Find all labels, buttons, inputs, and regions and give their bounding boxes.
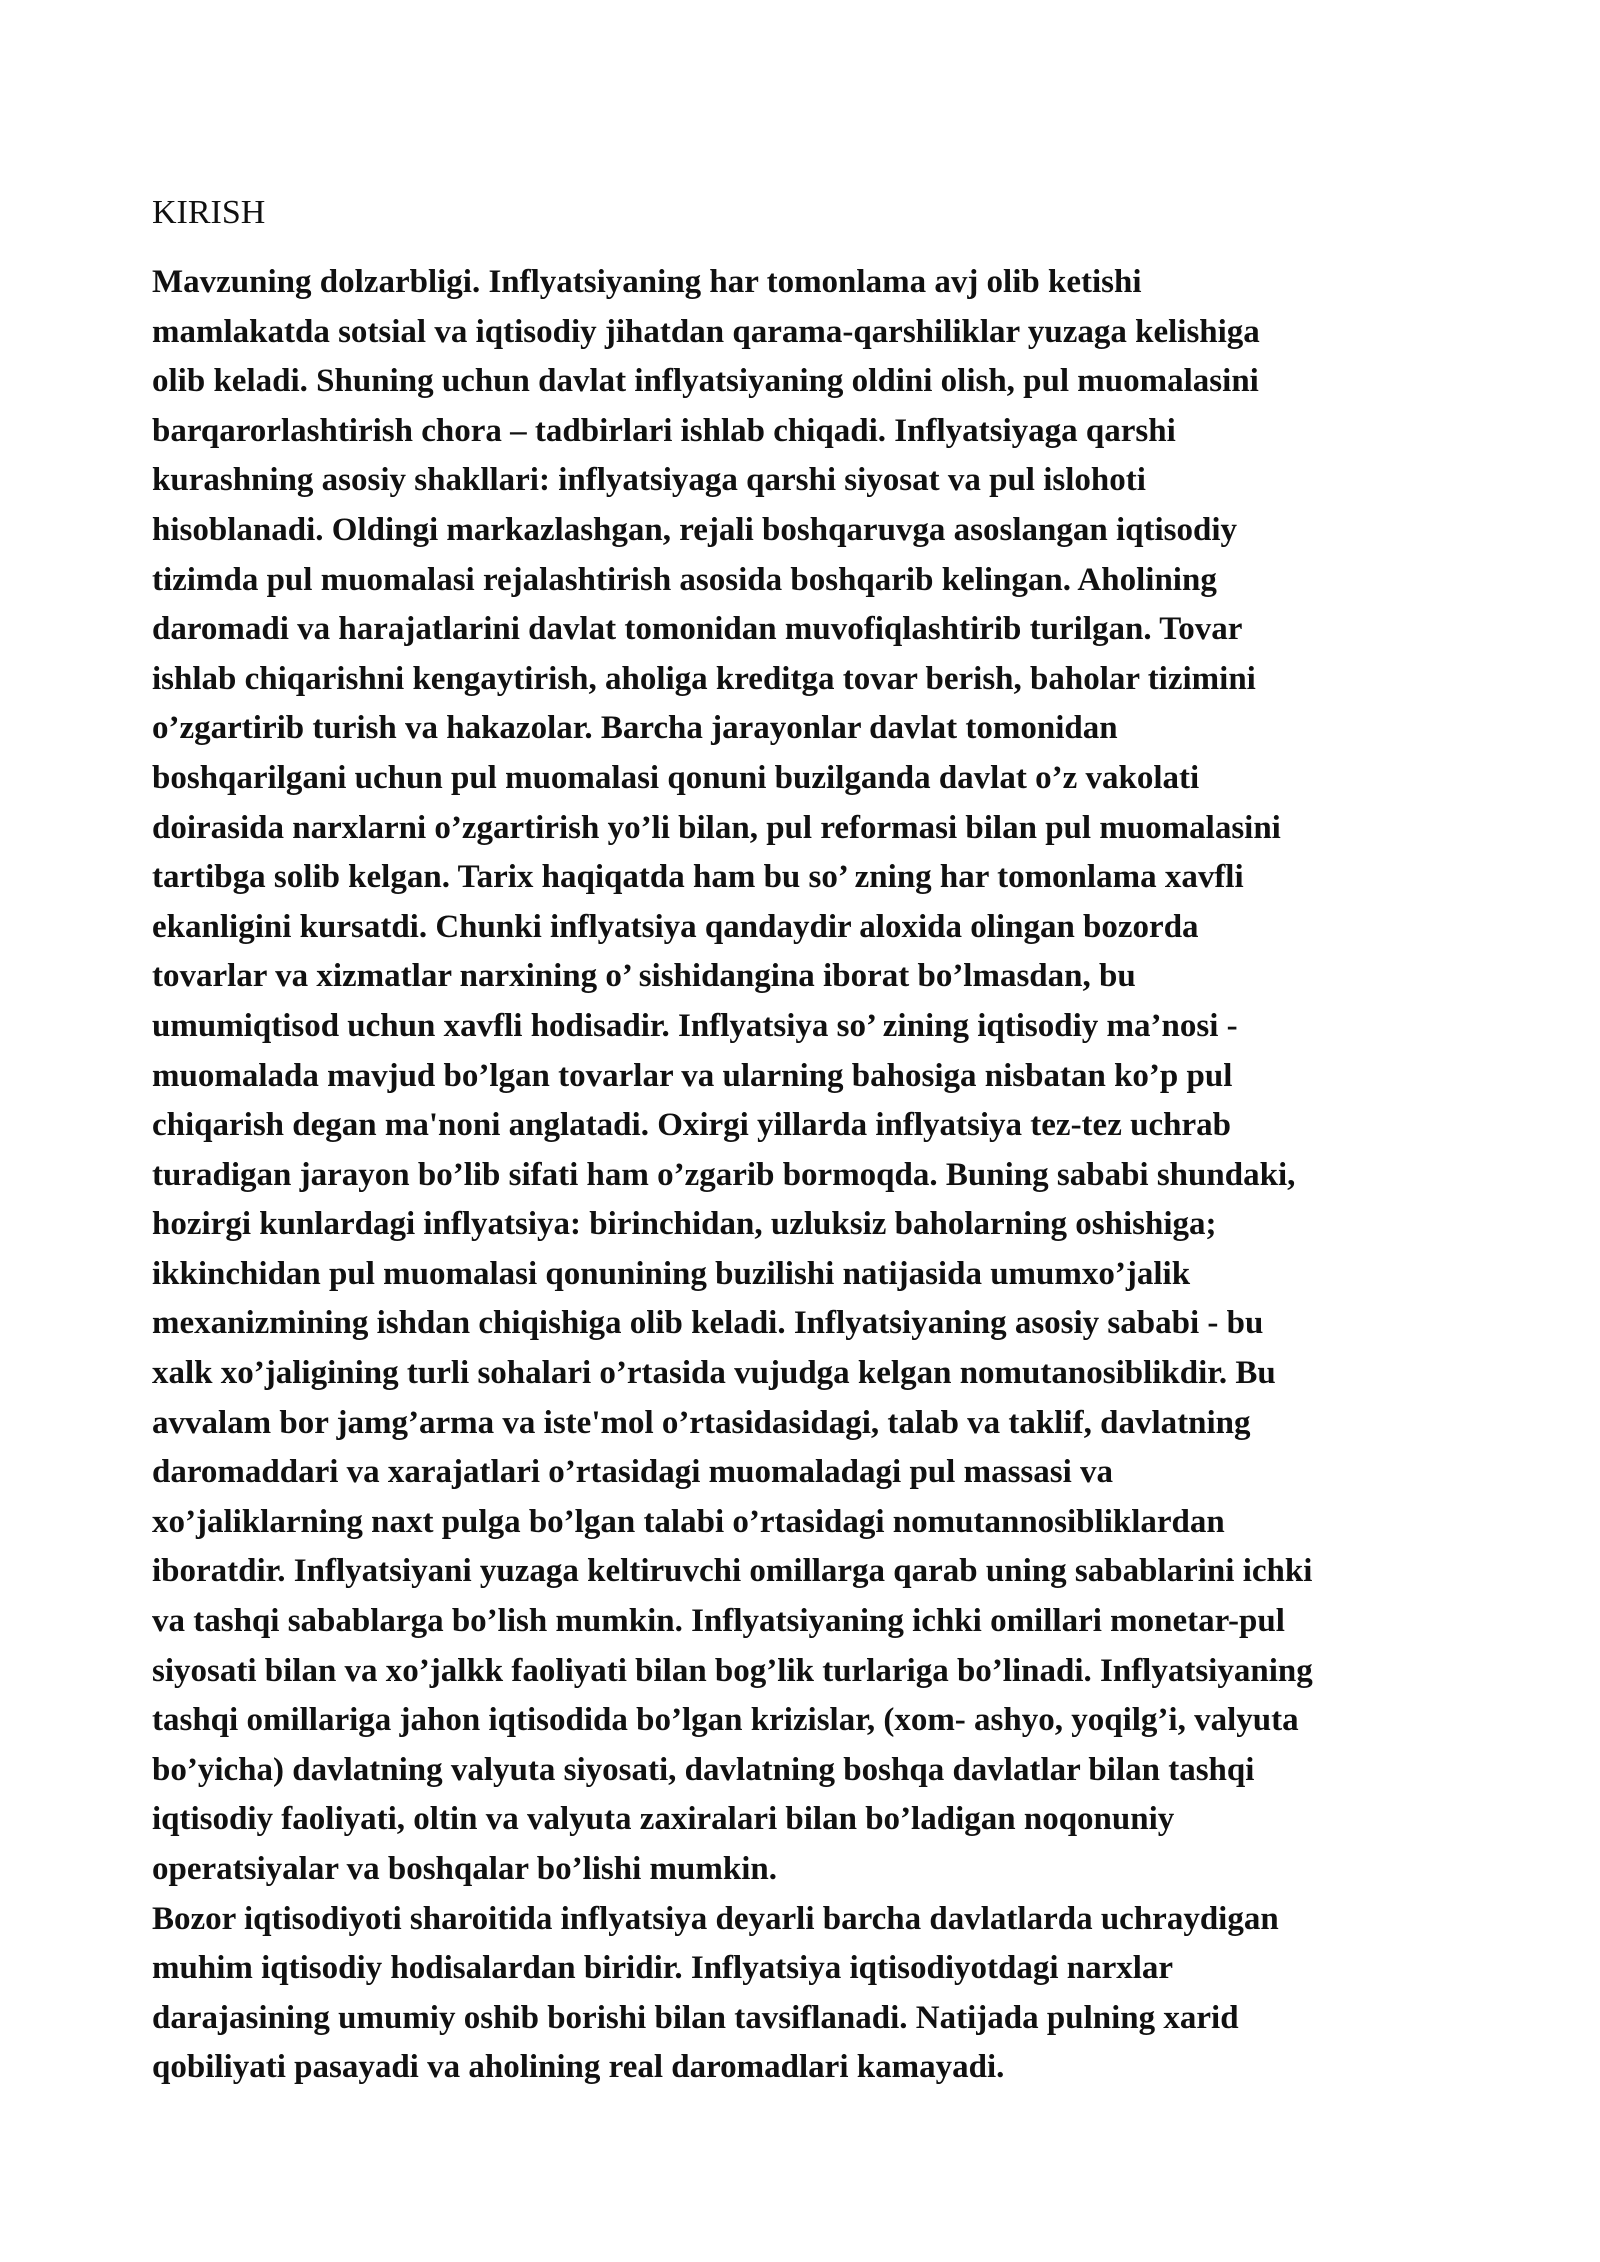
text-line: operatsiyalar va boshqalar bo’lishi mumkin. [152,1851,777,1887]
text-line: qobiliyati pasayadi va aholining real daromadlari kamayadi. [152,2049,1005,2086]
text-line: tizimda pul muomalasi rejalashtirish asosida boshqarib kelingan. Aholining [152,561,1217,598]
text-line: iboratdir. Inflyatsiyani yuzaga keltiruvchi omillarga qarab uning sabablarini ichki [152,1553,1313,1590]
text-line: chiqarish degan ma'noni anglatadi. Oxirgi yillarda inflyatsiya tez-tez uchrab [152,1107,1231,1144]
text-line: turadigan jarayon bo’lib sifati ham o’zgarib bormoqda. Buning sababi shundaki, [152,1156,1296,1193]
text-line: ishlab chiqarishni kengaytirish, aholiga kreditga tovar berish, baholar tizimini [152,660,1256,697]
text-line: doirasida narxlarni o’zgartirish yo’li bilan, pul reformasi bilan pul muomalasini [152,809,1281,846]
text-line: daromadi va harajatlarini davlat tomonidan muvofiqlashtirib turilgan. Tovar [152,611,1243,648]
document-body [152,188,1482,2093]
text-line: avvalam bor jamg’arma va iste'mol o’rtasidasidagi, talab va taklif, davlatning [152,1404,1251,1441]
text-line: darajasining umumiy oshib borishi bilan tavsiflanadi. Natijada pulning xarid [152,1999,1239,2036]
text-line: boshqarilgani uchun pul muomalasi qonuni buzilganda davlat o’z vakolati [152,759,1200,796]
text-line: va tashqi sabablarga bo’lish mumkin. Inflyatsiyaning ichki omillari monetar-pul [152,1603,1285,1640]
text-line: hozirgi kunlardagi inflyatsiya: birinchidan, uzluksiz baholarning oshishiga; [152,1206,1217,1243]
text-line: daromaddari va xarajatlari o’rtasidagi muomaladagi pul massasi va [152,1454,1114,1491]
text-line: tashqi omillariga jahon iqtisodida bo’lgan krizislar, (xom- ashyo, yoqilg’i, valyuta [152,1702,1299,1739]
body-paragraph [152,258,1482,1895]
text-line: mexanizmining ishdan chiqishiga olib keladi. Inflyatsiyaning asosiy sababi - bu [152,1305,1264,1342]
text-line: barqarorlashtirish chora – tadbirlari ishlab chiqadi. Inflyatsiyaga qarshi [152,412,1176,449]
text-line: kurashning asosiy shakllari: inflyatsiyaga qarshi siyosat va pul islohoti [152,462,1146,499]
text-line: hisoblanadi. Oldingi markazlashgan, rejali boshqaruvga asoslangan iqtisodiy [152,511,1238,548]
text-line: ikkinchidan pul muomalasi qonunining buzilishi natijasida umumxo’jalik [152,1255,1191,1292]
text-line: olib keladi. Shuning uchun davlat inflyatsiyaning oldini olish, pul muomalasini [152,363,1259,400]
text-line: tartibga solib kelgan. Tarix haqiqatda ham bu so’ zning har tomonlama xavfli [152,859,1244,896]
text-line: Mavzuning dolzarbligi. Inflyatsiyaning har tomonlama avj olib ketishi [152,264,1142,300]
text-line: muhim iqtisodiy hodisalardan biridir. Inflyatsiya iqtisodiyotdagi narxlar [152,1950,1174,1987]
text-line: ekanligini kursatdi. Chunki inflyatsiya qandaydir aloxida olingan bozorda [152,908,1199,945]
text-line: siyosati bilan va xo’jalkk faoliyati bilan bog’lik turlariga bo’linadi. Inflyatsiyaning [152,1652,1313,1689]
section-heading: KIRISH [152,194,266,231]
text-line: xalk xo’jaligining turli sohalari o’rtasida vujudga kelgan nomutanosiblikdir. Bu [152,1355,1276,1392]
text-line: tovarlar va xizmatlar narxining o’ sishidangina iborat bo’lmasdan, bu [152,958,1136,995]
text-line: bo’yicha) davlatning valyuta siyosati, davlatning boshqa davlatlar bilan tashqi [152,1751,1255,1788]
text-line: muomalada mavjud bo’lgan tovarlar va ularning bahosiga nisbatan ko’p pul [152,1057,1233,1094]
body-paragraph [152,1895,1482,2093]
text-line: Bozor iqtisodiyoti sharoitida inflyatsiya deyarli barcha davlatlarda uchraydigan [152,1900,1279,1937]
text-line: o’zgartirib turish va hakazolar. Barcha jarayonlar davlat tomonidan [152,710,1118,747]
paragraph-container [152,258,1482,2093]
text-line: umumiqtisod uchun xavfli hodisadir. Inflyatsiya so’ zining iqtisodiy ma’nosi - [152,1007,1238,1044]
text-line: mamlakatda sotsial va iqtisodiy jihatdan qarama-qarshiliklar yuzaga kelishiga [152,313,1260,350]
text-line: xo’jaliklarning naxt pulga bo’lgan talabi o’rtasidagi nomutannosibliklardan [152,1503,1225,1540]
text-line: iqtisodiy faoliyati, oltin va valyuta zaxiralari bilan bo’ladigan noqonuniy [152,1801,1175,1838]
